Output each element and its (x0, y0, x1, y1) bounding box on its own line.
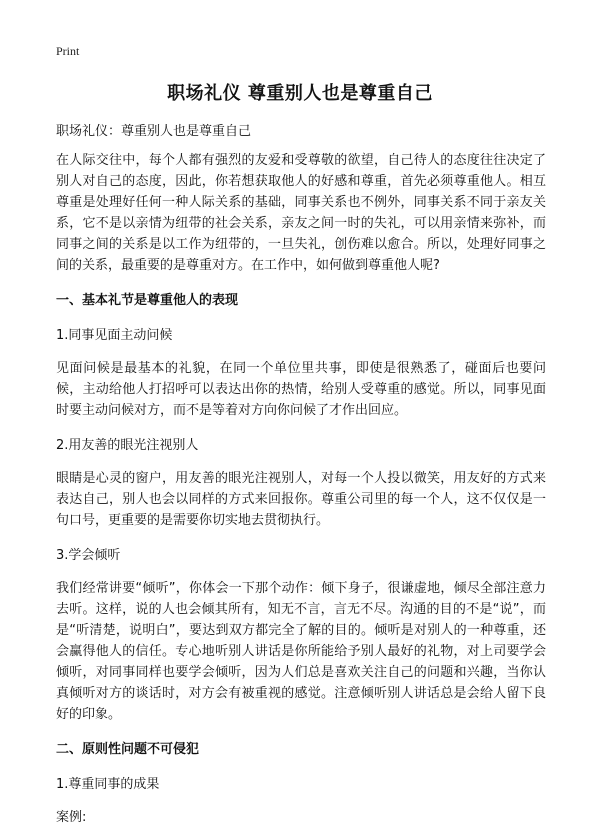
article-subtitle: 职场礼仪：尊重别人也是尊重自己 (56, 124, 252, 139)
section1-item3-paragraph: 我们经常讲要“倾听”，你体会一下那个动作：倾下身子，很谦虚地，倾尽全部注意力去听。这样，说的人也会倾其所有，知无不言，言无不尽。沟通的目的不是“说”，而是“听清楚，说明白”，要达到双方都完全了解的目的。倾听是对别人的一种尊重，还会赢得他人的信任。专心地听别人讲话是你所能给予别人最好的礼物，对上司要学会倾听，对同事同样也要学会倾听，因为人们总是喜欢关注自己的问题和兴趣，当你认真倾听对方的谈话时，对方会有被重视的感觉。注意倾听别人讲话总是会给人留下良好的印象。 (56, 581, 546, 722)
section2-item1-heading: 1.尊重同事的成果 (56, 777, 160, 792)
article-title: 职场礼仪 尊重别人也是尊重自己 (167, 83, 433, 104)
intro-paragraph: 在人际交往中，每个人都有强烈的友爱和受尊敬的欲望，自己待人的态度往往决定了别人对自己的态度，因此，你若想获取他人的好感和尊重，首先必须尊重他人。相互尊重是处理好任何一种人际关系的基础，同事关系也不例外，同事关系不同于亲友关系，它不是以亲情为纽带的社会关系，亲友之间一时的失礼，可以用亲情来弥补，而同事之间的关系是以工作为纽带的，一旦失礼，创伤难以愈合。所以，处理好同事之间的关系，最重要的是尊重对方。在工作中，如何做到尊重他人呢? (56, 153, 546, 273)
section1-item1-paragraph: 见面问候是最基本的礼貌，在同一个单位里共事，即使是很熟悉了，碰面后也要问候，主动给他人打招呼可以表达出你的热情，给别人受尊重的感觉。所以，同事见面时要主动问候对方，而不是等着对方向你问候了才作出回应。 (56, 361, 546, 418)
section1-item2-paragraph: 眼睛是心灵的窗户，用友善的眼光注视别人，对每一个人投以微笑，用友好的方式来表达自己，别人也会以同样的方式来回报你。尊重公司里的每一个人，这不仅仅是一句口号，更重要的是需要你切实地去贯彻执行。 (56, 471, 546, 528)
section1-item1-heading: 1.同事见面主动问候 (56, 328, 173, 343)
article-body (56, 150, 546, 828)
case-label: 案例: (56, 810, 87, 825)
section1-heading: 一、基本礼节是尊重他人的表现 (56, 293, 239, 308)
section2-heading: 二、原则性问题不可侵犯 (56, 742, 200, 757)
section1-item2-heading: 2.用友善的眼光注视别人 (56, 438, 199, 453)
section1-item3-heading: 3.学会倾听 (56, 548, 121, 563)
print-label: Print (56, 44, 80, 58)
